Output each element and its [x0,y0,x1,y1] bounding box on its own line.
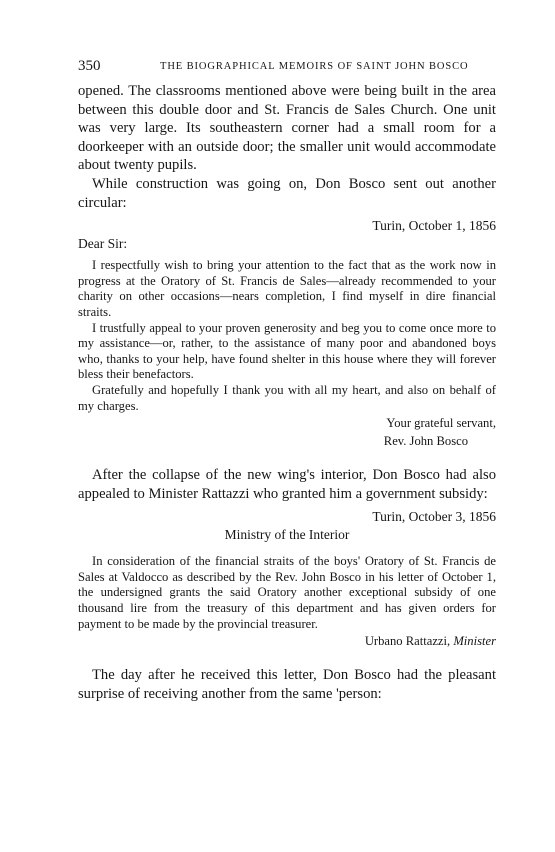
letter1-salutation: Dear Sir: [78,236,128,252]
page-header [78,58,496,78]
letter1-paragraph-1: I respectfully wish to bring your attention to the fact that as the work now in progress at the Oratory of St. Francis de Sales—already recommended to your charity on other occasions—nears completion, I find myself in dire financial straits. [78,258,496,319]
letter2-signature [78,632,496,650]
body-paragraph-2: While construction was going on, Don Bosco sent out another circular: [78,175,496,211]
letter1-date: Turin, October 1, 1856 [372,218,496,234]
letter2-body: In consideration of the financial straits of the boys' Oratory of St. Francis de Sales at Valdocco as described by the Rev. John Bosco in his letter of October 1, the undersigned grants the said Oratory another exceptional subsidy of one thousand lire from the treasury of this department and has given orders for payment to be made by the provincial treasurer. [78,554,496,631]
letter1-paragraph-2: I trustfully appeal to your proven generosity and beg you to come once more to my assistance—or, rather, to the assistance of many poor and abandoned boys who, thanks to your help, have found shelter in this house where they will forever bless their benefactors. [78,320,496,382]
letter1-closing: Your grateful servant, [386,416,496,431]
body-paragraph-1: opened. The classrooms mentioned above were being built in the area between this double door and St. Francis de Sales Church. One unit was very large. Its southeastern corner had a small room for a doorkeeper with an outside door; the smaller unit would accommodate about twenty pupils. [78,83,496,174]
letter2-date: Turin, October 3, 1856 [372,509,496,525]
body-paragraph-3: After the collapse of the new wing's interior, Don Bosco had also appealed to Minister Rattazzi who granted him a government subsidy: [78,467,496,502]
running-head: THE BIOGRAPHICAL MEMOIRS OF SAINT JOHN BOSCO [160,61,469,72]
body-paragraph-4: The day after he received this letter, Don Bosco had the pleasant surprise of receiving another from the same 'person: [78,667,496,702]
letter2-signature-title: Minister [453,634,496,649]
letter2-heading: Ministry of the Interior [224,527,350,543]
letter1-paragraph-3: Gratefully and hopefully I thank you with all my heart, and also on behalf of my charges. [78,382,496,413]
letter2-signature-name: Urbano Rattazzi, [364,634,451,649]
page-body [78,82,496,703]
page-number: 350 [78,58,101,74]
letter1-signature: Rev. John Bosco [383,434,468,449]
